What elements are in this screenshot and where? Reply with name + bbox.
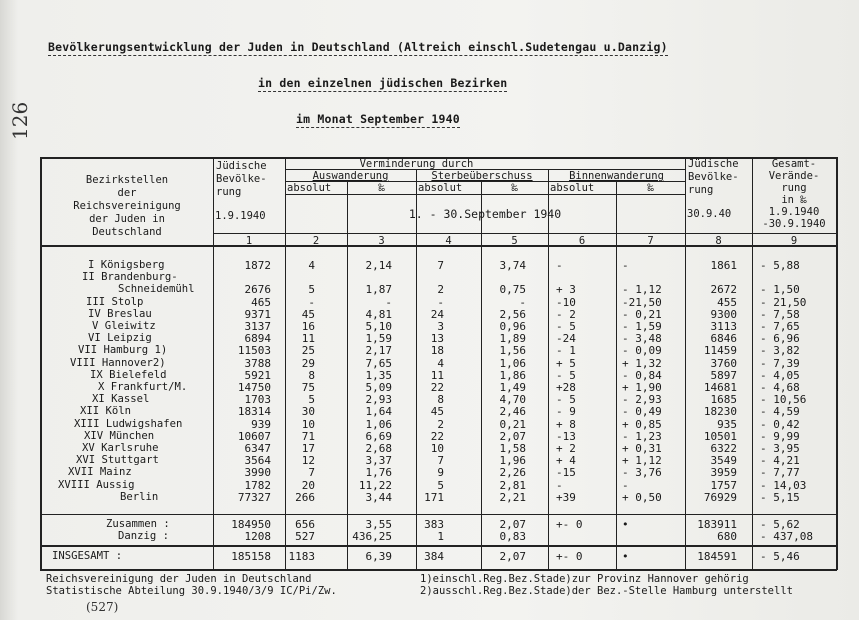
cell-c1: 3564: [244, 454, 271, 468]
header-promille-3: ‰: [378, 182, 385, 194]
cell-c1: 14750: [237, 381, 271, 394]
cell-c8: 1685: [710, 393, 737, 407]
cell-c3: 2,93: [365, 393, 392, 407]
header-sterbeueberschuss: Sterbeüberschuss: [431, 170, 533, 182]
cell-c9: - 4,05: [760, 368, 800, 382]
cell-c2: 17: [301, 442, 315, 455]
column-number-7: 7: [647, 235, 654, 247]
cell-c2: 11: [301, 332, 315, 346]
cell-c1: 185158: [231, 550, 271, 563]
cell-c8: 6846: [710, 332, 737, 346]
column-number-2: 2: [312, 235, 320, 247]
cell-c8: 3113: [710, 320, 737, 333]
cell-c2: 10: [301, 417, 315, 431]
cell-c5: 1,86: [499, 368, 526, 382]
header-period-range: 1. - 30.September 1940: [408, 207, 562, 221]
cell-c3: 6,69: [365, 429, 392, 443]
cell-c3: 5,09: [365, 381, 392, 394]
cell-c7: + 1,32: [622, 356, 662, 370]
cell-c7: - 1,23: [622, 429, 662, 443]
cell-c6: -: [556, 478, 563, 492]
cell-c9: - 21,50: [760, 295, 807, 309]
cell-c4: 22: [430, 429, 444, 443]
cell-c2: 5: [308, 393, 315, 407]
cell-c2: 527: [295, 530, 315, 543]
cell-c7: •: [622, 518, 629, 531]
cell-c9: - 3,82: [760, 344, 800, 358]
cell-c6: - 9: [556, 405, 576, 419]
cell-c7: - 3,76: [622, 466, 662, 480]
cell-c8: 183911: [697, 518, 737, 531]
cell-c6: -24: [556, 332, 576, 346]
cell-c8: 935: [717, 417, 737, 431]
cell-c5: 4,70: [499, 393, 526, 407]
cell-c9: - 9,99: [760, 429, 800, 443]
document-title: Bevölkerungsentwicklung der Juden in Deutschland (Altreich einschl.Sudetengau u.Danzig): [48, 40, 668, 54]
cell-c6: -13: [556, 429, 576, 443]
cell-c5: 0,96: [499, 320, 526, 333]
cell-c2: 16: [301, 320, 315, 333]
cell-c1: 184950: [231, 518, 271, 531]
column-number-4: 4: [445, 235, 452, 247]
row-name: VI Leipzig: [88, 332, 152, 345]
cell-c8: 680: [717, 530, 737, 543]
cell-c5: 2,46: [499, 405, 526, 419]
cell-c6: - 2: [556, 307, 576, 321]
cell-c3: 5,10: [365, 320, 392, 333]
cell-c5: 0,21: [499, 417, 526, 431]
cell-c7: - 3,48: [622, 332, 662, 346]
cell-c5: 1,96: [499, 454, 526, 468]
cell-c2: 71: [301, 429, 315, 443]
row-name: XII Köln: [80, 405, 132, 418]
cell-c3: 3,37: [365, 454, 392, 468]
cell-c4: 45: [430, 405, 444, 419]
cell-c8: 18230: [703, 405, 737, 419]
cell-c7: - 0,21: [622, 307, 662, 321]
cell-c6: +- 0: [556, 550, 583, 563]
cell-c6: -10: [556, 295, 576, 309]
cell-c8: 6322: [710, 442, 737, 455]
cell-c7: •: [622, 550, 629, 563]
cell-c8: 1861: [710, 259, 737, 272]
cell-c5: 2,21: [499, 490, 526, 504]
cell-c9: - 4,68: [760, 381, 800, 394]
cell-c4: 2: [437, 283, 444, 297]
cell-c6: -15: [556, 466, 576, 480]
cell-c3: 4,81: [365, 307, 392, 321]
row-name: III Stolp: [86, 295, 144, 308]
cell-c7: + 0,85: [622, 417, 662, 431]
cell-c7: - 0,84: [622, 368, 662, 382]
column-number-8: 8: [715, 235, 722, 247]
row-name: X Frankfurt/M.: [98, 381, 188, 393]
cell-c4: 383: [424, 518, 444, 531]
cell-c3: 7,65: [365, 356, 392, 370]
cell-c3: 436,25: [352, 530, 392, 543]
cell-c9: - 4,59: [760, 405, 800, 419]
cell-c5: 3,74: [499, 259, 526, 272]
cell-c5: 2,07: [499, 429, 526, 443]
cell-c6: - 1: [556, 344, 576, 358]
row-name: I Königsberg: [88, 259, 165, 271]
cell-c1: 939: [251, 417, 271, 431]
cell-c7: + 1,12: [622, 454, 662, 468]
cell-c4: 8: [437, 393, 444, 407]
row-name: XI Kassel: [92, 393, 150, 406]
cell-c5: 0,83: [499, 530, 526, 543]
row-name: XIV München: [84, 429, 155, 442]
cell-c6: + 3: [556, 283, 576, 297]
cell-c6: +- 0: [556, 518, 583, 531]
cell-c7: -: [622, 478, 629, 492]
cell-c3: 3,44: [365, 490, 392, 504]
cell-c6: + 4: [556, 454, 576, 468]
cell-c4: 9: [437, 466, 444, 480]
cell-c9: - 437,08: [760, 530, 813, 543]
row-name: II Brandenburg-: [82, 271, 178, 284]
header-absolut-4: absolut: [418, 182, 463, 194]
document-subtitle: in den einzelnen jüdischen Bezirken: [258, 76, 508, 90]
cell-c6: +28: [556, 381, 576, 394]
row-name: XVII Mainz: [68, 466, 132, 479]
cell-c5: 0,75: [499, 283, 526, 297]
cell-c5: -: [519, 295, 526, 309]
cell-c4: 13: [430, 332, 444, 346]
cell-c9: - 6,96: [760, 332, 800, 346]
cell-c8: 1757: [710, 478, 737, 492]
cell-c7: + 0,50: [622, 490, 662, 504]
cell-c8: 5897: [710, 368, 737, 382]
footer-department: Statistische Abteilung 30.9.1940/3/9 IC/Pi/Zw.: [46, 585, 337, 597]
cell-c8: 9300: [710, 307, 737, 321]
cell-c1: 11503: [237, 344, 271, 358]
cell-c1: 5921: [244, 368, 271, 382]
cell-c9: - 10,56: [760, 393, 807, 407]
cell-c3: 1,35: [365, 368, 392, 382]
cell-c3: 1,87: [365, 283, 392, 297]
cell-c9: - 7,58: [760, 307, 800, 321]
cell-c8: 76929: [703, 490, 737, 504]
column-number-1: 1: [245, 235, 253, 247]
footnote-2: 2)ausschl.Reg.Bez.Stade)der Bez.-Stelle Hamburg unterstellt: [420, 585, 793, 597]
cell-c9: - 4,21: [760, 454, 800, 468]
cell-c3: 11,22: [358, 478, 392, 492]
row-name: XV Karlsruhe: [82, 442, 159, 454]
cell-c1: 1872: [244, 259, 271, 272]
cell-c1: 1208: [244, 530, 271, 543]
cell-c4: 5: [437, 478, 444, 492]
document-period: im Monat September 1940: [296, 112, 460, 126]
cell-c5: 1,89: [499, 332, 526, 346]
header-bevoelkerung-start: Jüdische Bevölke- rung: [216, 160, 267, 198]
row-name: VII Hamburg 1): [78, 344, 168, 357]
row-name: XVIII Aussig: [58, 478, 135, 491]
row-name: INSGESAMT :: [52, 550, 123, 562]
column-number-3: 3: [378, 235, 385, 247]
cell-c9: - 5,88: [760, 259, 800, 272]
cell-c4: 171: [424, 490, 444, 504]
cell-c4: 7: [437, 454, 444, 468]
header-absolut-2: absolut: [287, 182, 332, 194]
cell-c9: - 14,03: [760, 478, 807, 492]
cell-c1: 1703: [244, 393, 271, 407]
cell-c6: - 5: [556, 393, 576, 407]
cell-c7: -21,50: [622, 295, 662, 309]
header-auswanderung: Auswanderung: [312, 170, 389, 182]
cell-c4: 18: [430, 344, 444, 358]
cell-c4: 10: [430, 442, 444, 455]
cell-c3: 2,68: [365, 442, 392, 455]
cell-c1: 3788: [244, 356, 271, 370]
row-name: XIII Ludwigshafen: [74, 417, 183, 430]
cell-c2: 75: [301, 381, 315, 394]
cell-c2: 5: [308, 283, 315, 297]
cell-c6: - 5: [556, 320, 576, 333]
cell-c7: + 0,31: [622, 442, 662, 455]
cell-c5: 1,58: [499, 442, 526, 455]
cell-c3: 1,64: [365, 405, 392, 419]
cell-c2: 30: [301, 405, 315, 419]
row-name: XVI Stuttgart: [76, 454, 159, 467]
cell-c2: 25: [301, 344, 315, 358]
cell-c8: 3760: [710, 356, 737, 370]
cell-c3: 2,14: [365, 259, 392, 272]
cell-c3: 1,76: [365, 466, 392, 480]
cell-c2: 7: [308, 466, 315, 480]
cell-c7: - 0,09: [622, 344, 662, 358]
cell-c1: 9371: [244, 307, 271, 321]
cell-c7: - 0,49: [622, 405, 662, 419]
cell-c3: 1,59: [365, 332, 392, 346]
cell-c1: 3990: [244, 466, 271, 480]
header-bezirkstellen: Bezirkstellen der Reichsvereinigung der Juden in Deutschland: [73, 174, 181, 238]
header-date-start: 1.9.1940: [215, 210, 266, 222]
cell-c6: + 8: [556, 417, 576, 431]
cell-c6: -: [556, 259, 563, 272]
header-binnenwanderung: Binnenwanderung: [569, 170, 664, 182]
row-name: IX Bielefeld: [90, 368, 167, 381]
cell-c3: -: [385, 295, 392, 309]
cell-c8: 2672: [710, 283, 737, 297]
cell-c9: - 5,15: [760, 490, 800, 504]
cell-c8: 3549: [710, 454, 737, 468]
row-name: V Gleiwitz: [92, 320, 156, 332]
cell-c8: 14681: [703, 381, 737, 394]
cell-c1: 465: [251, 295, 271, 309]
cell-c8: 455: [717, 295, 737, 309]
row-name: Zusammen :: [106, 518, 170, 530]
header-promille-7: ‰: [647, 182, 654, 194]
cell-c2: 656: [295, 518, 315, 531]
row-name: Berlin: [120, 490, 159, 503]
cell-c1: 6894: [244, 332, 271, 346]
cell-c5: 2,56: [499, 307, 526, 321]
column-number-5: 5: [511, 235, 518, 247]
cell-c4: 2: [437, 417, 444, 431]
cell-c9: - 5,46: [760, 550, 800, 563]
cell-c4: 3: [437, 320, 444, 333]
cell-c1: 3137: [244, 320, 271, 333]
row-name: Danzig :: [118, 530, 170, 542]
cell-c5: 2,07: [499, 518, 526, 531]
cell-c5: 1,49: [499, 381, 526, 394]
cell-c4: 384: [424, 550, 444, 563]
cell-c3: 3,55: [365, 518, 392, 531]
header-absolut-6: absolut: [550, 182, 595, 194]
cell-c4: -: [437, 295, 444, 309]
cell-c9: - 5,62: [760, 518, 800, 531]
header-gesamtveraenderung: Gesamt- Verände- rung in ‰ 1.9.1940 -30.9.1940: [762, 158, 826, 230]
cell-c3: 2,17: [365, 344, 392, 358]
cell-c2: 266: [295, 490, 315, 504]
row-name: IV Breslau: [88, 307, 152, 320]
cell-c6: + 5: [556, 356, 576, 370]
cell-c6: +39: [556, 490, 576, 504]
archive-number: (527): [86, 600, 119, 614]
cell-c1: 1782: [244, 478, 271, 492]
cell-c5: 1,56: [499, 344, 526, 358]
cell-c4: 1: [437, 530, 444, 543]
cell-c9: - 3,95: [760, 442, 800, 455]
cell-c6: + 2: [556, 442, 576, 455]
cell-c7: - 1,12: [622, 283, 662, 297]
cell-c8: 184591: [697, 550, 737, 563]
header-date-end: 30.9.40: [687, 208, 732, 220]
cell-c2: 29: [301, 356, 315, 370]
cell-c2: 1183: [288, 550, 315, 563]
cell-c4: 11: [430, 368, 444, 382]
cell-c4: 4: [437, 356, 444, 370]
cell-c2: 4: [308, 259, 315, 272]
cell-c7: -: [622, 259, 629, 272]
cell-c2: -: [308, 295, 315, 309]
header-promille-5: ‰: [511, 182, 518, 194]
cell-c5: 2,81: [499, 478, 526, 492]
cell-c9: - 7,39: [760, 356, 800, 370]
cell-c1: 10607: [237, 429, 271, 443]
cell-c7: + 1,90: [622, 381, 662, 394]
cell-c6: - 5: [556, 368, 576, 382]
column-number-6: 6: [578, 235, 586, 247]
cell-c8: 11459: [703, 344, 737, 358]
cell-c4: 7: [437, 259, 444, 272]
cell-c9: - 0,42: [760, 417, 800, 431]
cell-c4: 22: [430, 381, 444, 394]
cell-c3: 6,39: [365, 550, 392, 563]
row-name: VIII Hannover2): [70, 356, 166, 369]
cell-c9: - 1,50: [760, 283, 800, 297]
cell-c5: 2,26: [499, 466, 526, 480]
cell-c5: 2,07: [499, 550, 526, 563]
cell-c2: 45: [301, 307, 315, 321]
cell-c2: 8: [308, 368, 315, 382]
cell-c8: 3959: [710, 466, 737, 480]
cell-c2: 20: [301, 478, 315, 492]
cell-c9: - 7,65: [760, 320, 800, 333]
column-number-9: 9: [790, 235, 798, 247]
cell-c4: 24: [430, 307, 444, 321]
cell-c1: 2676: [244, 283, 271, 297]
margin-number: 126: [8, 101, 32, 140]
cell-c2: 12: [301, 454, 315, 468]
cell-c7: - 1,59: [622, 320, 662, 333]
header-bevoelkerung-end: Jüdische Bevölke- rung: [688, 158, 739, 196]
cell-c3: 1,06: [365, 417, 392, 431]
cell-c1: 18314: [237, 405, 271, 419]
footnote-1: 1)einschl.Reg.Bez.Stade)zur Provinz Hannover gehörig: [420, 573, 749, 585]
header-verminderung: Verminderung durch: [359, 158, 474, 170]
cell-c1: 77327: [237, 490, 271, 504]
footer-organisation: Reichsvereinigung der Juden in Deutschland: [46, 573, 312, 585]
row-name: Schneidemühl: [118, 283, 195, 296]
cell-c9: - 7,77: [760, 466, 800, 480]
cell-c5: 1,06: [499, 356, 526, 370]
cell-c8: 10501: [703, 429, 737, 443]
cell-c1: 6347: [244, 442, 271, 455]
cell-c7: - 2,93: [622, 393, 662, 407]
